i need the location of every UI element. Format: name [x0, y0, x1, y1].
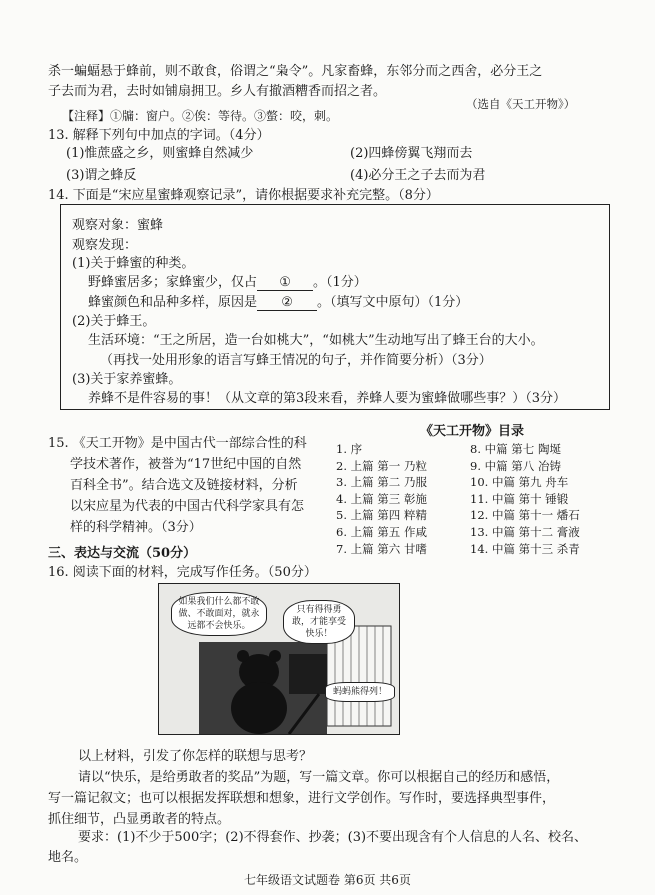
q14-item-1b: [88, 291, 468, 311]
toc-item: 2. 上篇 第一 乃粒: [336, 458, 427, 473]
toc-item: 14. 中篇 第十三 杀青: [470, 541, 580, 556]
q16-paragraph-2c: 抓住细节，凸显勇敢者的特点。: [48, 812, 231, 827]
toc-item: 4. 上篇 第三 彰施: [336, 491, 427, 506]
toc-item: 5. 上篇 第四 粹精: [336, 508, 427, 523]
q14-item-1a-post: 。（1分）: [313, 275, 367, 290]
q15-line-3: 百科全书”。结合选文及链接材料，分析: [70, 478, 298, 493]
q13-item-4: (4)必分王之子去而为君: [350, 168, 486, 183]
toc-title: 《天工开物》目录: [420, 424, 525, 439]
q13-item-3: (3)谓之蜂反: [66, 168, 137, 183]
q14-item-2b: （再找一处用形象的语言写蜂王情况的句子，并作简要分析）（3分）: [100, 353, 492, 368]
q14-section-2: (2)关于蜂王。: [72, 314, 156, 329]
q14-section-1: (1)关于蜂蜜的种类。: [72, 256, 195, 271]
toc-item: 6. 上篇 第五 作咸: [336, 524, 427, 539]
q16-paragraph-2a: 请以“快乐，是给勇敢者的奖品”为题，写一篇文章。你可以根据自己的经历和感悟，: [78, 770, 560, 785]
toc-item: 9. 中篇 第八 冶铸: [470, 458, 561, 473]
section-3-heading: 三、表达与交流（50分）: [48, 546, 197, 561]
q16-paragraph-1: 以上材料，引发了你怎样的联想与思考？: [78, 749, 313, 764]
q13-stem: 13. 解释下列句中加点的字词。（4分）: [48, 128, 270, 143]
q16-stem: 16. 阅读下面的材料，完成写作任务。（50分）: [48, 565, 317, 580]
q14-item-1b-post: 。（填写文中原句）（1分）: [317, 295, 469, 310]
q14-item-1b-pre: 蜂蜜颜色和品种多样，原因是: [88, 295, 258, 310]
q13-item-2: (2)四蜂傍翼飞翔而去: [350, 146, 473, 161]
q16-requirements-a: 要求：(1)不少于500字；(2)不得套作、抄袭；(3)不要出现含有个人信息的人名、校名、: [78, 830, 588, 845]
q15-line-5: 样的科学精神。（3分）: [70, 520, 202, 535]
toc-left-column: [336, 441, 427, 557]
speech-bubble-2: 只有得得勇敢，才能享受快乐！: [283, 600, 355, 644]
toc-item: 11. 中篇 第十 锤锻: [470, 491, 569, 506]
answer-blank-1[interactable]: ①: [257, 275, 313, 291]
passage-line-1: 杀一蝙蝠悬于蜂前，则不敢食，俗谓之“枭令”。凡家畜蜂，东邻分而之西舍，必分王之: [48, 64, 543, 79]
toc-right-column: [470, 441, 580, 557]
q14-item-1a: [88, 271, 367, 291]
q14-stem: 14. 下面是“宋应星蜜蜂观察记录”，请你根据要求补充完整。（8分）: [48, 188, 439, 203]
q14-section-3: (3)关于家养蜜蜂。: [72, 372, 182, 387]
toc-item: 8. 中篇 第七 陶埏: [470, 442, 561, 456]
q15-line-2: 学技术著作，被誉为“17世纪中国的自然: [70, 457, 302, 472]
page-footer: 七年级语文试题卷 第6页 共6页: [244, 873, 411, 887]
q14-item-2a: 生活环境：“王之所居，造一台如桃大”，“如桃大”生动地写出了蜂王台的大小。: [88, 333, 544, 348]
q13-item-1: (1)惟蔗盛之乡，则蜜蜂自然减少: [66, 146, 254, 161]
q14-found: 观察发现：: [72, 238, 138, 253]
q15-line-4: 以宋应星为代表的中国古代科学家具有怎: [70, 499, 305, 514]
toc-item: 1. 序: [336, 442, 363, 456]
q14-item-3a: 养蜂不是件容易的事！（从文章的第3段来看，养蜂人要为蜜蜂做哪些事？）（3分）: [88, 391, 567, 406]
toc-item: 3. 上篇 第二 乃服: [336, 475, 427, 490]
comic-illustration: [158, 583, 400, 735]
toc-item: 7. 上篇 第六 甘嗜: [336, 541, 427, 556]
q16-paragraph-2b: 写一篇记叙文；也可以根据发挥联想和想象，进行文学创作。写作时，要选择典型事件，: [48, 791, 556, 806]
q16-requirements-b: 地名。: [48, 850, 88, 865]
toc-item: 13. 中篇 第十二 膏液: [470, 524, 580, 539]
q14-object: 观察对象：蜜蜂: [72, 218, 164, 233]
passage-line-2: 子去而为君，去时如铺扇拥卫。乡人有撤酒糟香而招之者。: [48, 84, 387, 99]
passage-source: （选自《天工开物》）: [466, 97, 576, 111]
answer-blank-2[interactable]: ②: [257, 295, 317, 311]
speech-bubble-3: 蚂蚂熊得列！: [325, 682, 395, 702]
toc-item: 10. 中篇 第九 舟车: [470, 475, 569, 490]
toc-item: 12. 中篇 第十一 燔石: [470, 508, 580, 523]
speech-bubble-1: 如果我们什么都不敢做、不敢面对，就永远都不会快乐。: [171, 592, 267, 636]
passage-notes: 【注释】①牖：窗户。②俟：等待。③螫：咬，刺。: [62, 109, 339, 123]
q14-item-1a-pre: 野蜂蜜居多；家蜂蜜少，仅占: [88, 275, 258, 290]
q15-line-1: 15. 《天工开物》是中国古代一部综合性的科: [48, 436, 307, 451]
